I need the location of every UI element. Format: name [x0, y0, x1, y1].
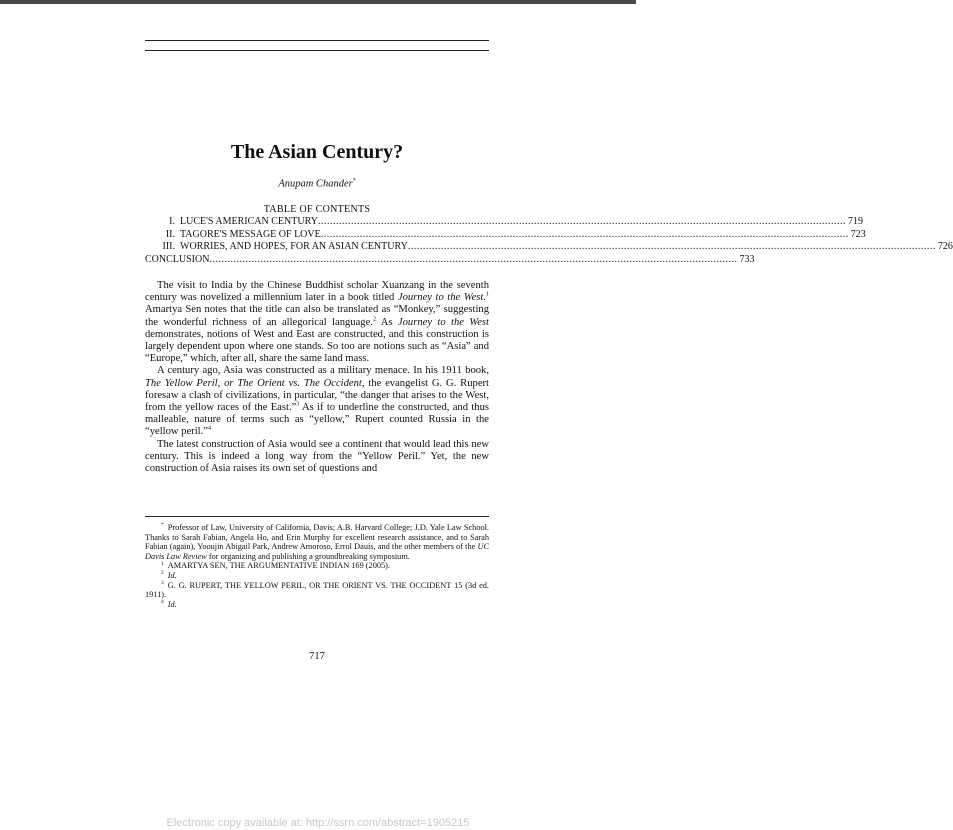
toc-leader-dots: ................................................................................................................................................................................	[320, 228, 849, 240]
text-run: Amartya Sen notes that the title can also be translated as “Monkey,” suggesting the wonderful richness of an allegorical language.	[145, 304, 489, 328]
footnote-ref[interactable]: 1	[486, 291, 489, 298]
footnote	[145, 581, 489, 600]
text-run: As if to underline the constructed, and thus malleable, nature of terms such as “yellow,” Rupert counted Russia in the “yellow peril.”	[145, 402, 489, 438]
toc-entry-page: 733	[739, 253, 755, 265]
body-paragraph	[145, 280, 489, 365]
footnotes	[145, 523, 489, 609]
italic-title: The Yellow Peril, or The Orient vs. The Occident	[145, 377, 362, 389]
toc-entry-number: III.	[162, 241, 175, 252]
table-of-contents	[145, 216, 953, 266]
text-run: 15 (3d ed. 1911).	[145, 580, 489, 600]
toc-entry[interactable]	[145, 228, 866, 242]
text-run: for organizing and publishing a groundbreaking symposium.	[206, 551, 410, 561]
body-paragraph: The latest construction of Asia would see a continent that would lead this new century. This is indeed a long way from the “Yellow Peril.” Yet, the new construction of Asia raises its own set of questions and	[145, 438, 489, 475]
article-title: The Asian Century?	[230, 141, 404, 163]
footnote-ref[interactable]: 3	[296, 401, 300, 408]
italic-title: Journey to the West	[397, 316, 489, 328]
toc-heading: TABLE OF CONTENTS	[263, 204, 371, 215]
toc-leader-dots: ................................................................................................................................................................................	[317, 216, 846, 227]
text-run: 169 (2005).	[349, 561, 390, 571]
text-run: As	[375, 316, 398, 328]
toc-entry-page: 726	[937, 241, 953, 252]
footnote-mark: 3	[161, 579, 164, 586]
toc-entry[interactable]	[145, 241, 953, 254]
footnote-ref[interactable]: 4	[207, 425, 211, 432]
italic-title: Id.	[167, 570, 177, 580]
toc-entry-page: 723	[850, 228, 866, 240]
footnote	[145, 561, 489, 571]
toc-entry-label: WORRIES, AND HOPES, FOR AN ASIAN CENTURY	[180, 241, 408, 252]
footnote-mark: 1	[161, 560, 164, 567]
toc-entry-label: TAGORE'S MESSAGE OF LOVE	[180, 228, 321, 240]
body-paragraph	[145, 365, 489, 438]
toc-entry[interactable]	[145, 216, 863, 229]
author-footnote-mark[interactable]: *	[352, 178, 356, 184]
text-run: , the evangelist G. G. Rupert foresaw a clash of civilizations, in particular, “the danger that arises to the West, from the yellow races of the East.”	[145, 377, 489, 414]
footnote-separator	[145, 516, 489, 517]
footnote	[145, 600, 489, 610]
article-body	[145, 280, 489, 475]
text-run: demonstrates, notions of West and East are constructed, and this construction is largely dependent upon where one stands. So too are notions such as “Asia” and “Europe,” which, after all, share the same land mass.	[145, 328, 489, 365]
viewer-top-bar	[0, 0, 636, 4]
text-run: A century ago, Asia was constructed as a military menace. In his 1911 book,	[157, 365, 489, 377]
footnote	[145, 571, 489, 581]
italic-title: Journey to the West.	[397, 292, 486, 304]
toc-entry-number: II.	[165, 228, 175, 240]
text-run: The visit to India by the Chinese Buddhist scholar Xuanzang in the seventh century was novelized a millennium later in a book titled	[145, 280, 489, 304]
citation-title: G. G. RUPERT, THE YELLOW PERIL, OR THE ORIENT VS. THE OCCIDENT	[167, 580, 452, 590]
author-name: Anupam Chander	[278, 178, 353, 190]
author-line	[145, 178, 489, 190]
ssrn-watermark: Electronic copy available at: http://ssrn.com/abstract=1905215	[166, 817, 470, 829]
footnote-mark: 4	[161, 598, 164, 605]
text-run: Professor of Law, University of California, Davis; A.B. Harvard College; J.D. Yale Law School. Thanks to Sarah Fabian, Angela Ho, and Erin Murphy for excellent research assistance, and to Sarah Fabian (again), Yooujin Abigail Park, Andrew Amoroso, Errol Dauis, and the other members of the	[145, 523, 489, 552]
toc-entry-label: LUCE'S AMERICAN CENTURY	[180, 216, 318, 227]
toc-leader-dots: ................................................................................................................................................................................	[209, 253, 738, 265]
toc-entry[interactable]	[145, 253, 755, 267]
footnote	[145, 523, 489, 561]
toc-entry-number: I.	[169, 216, 175, 227]
italic-title: Id.	[167, 599, 177, 609]
toc-entry-page: 719	[847, 216, 863, 227]
toc-entry-label: CONCLUSION	[145, 253, 210, 265]
footnote-ref[interactable]: 2	[372, 316, 376, 323]
page-number: 717	[309, 651, 325, 662]
toc-leader-dots: ................................................................................................................................................................................	[407, 241, 936, 252]
citation-title: AMARTYA SEN, THE ARGUMENTATIVE INDIAN	[167, 561, 350, 571]
footnote-mark: 2	[161, 570, 164, 577]
italic-title: UC Davis Law Review	[145, 542, 489, 561]
footnote-mark: *	[161, 522, 164, 529]
header-rule-top	[145, 40, 489, 41]
header-rule-bottom	[145, 50, 489, 51]
